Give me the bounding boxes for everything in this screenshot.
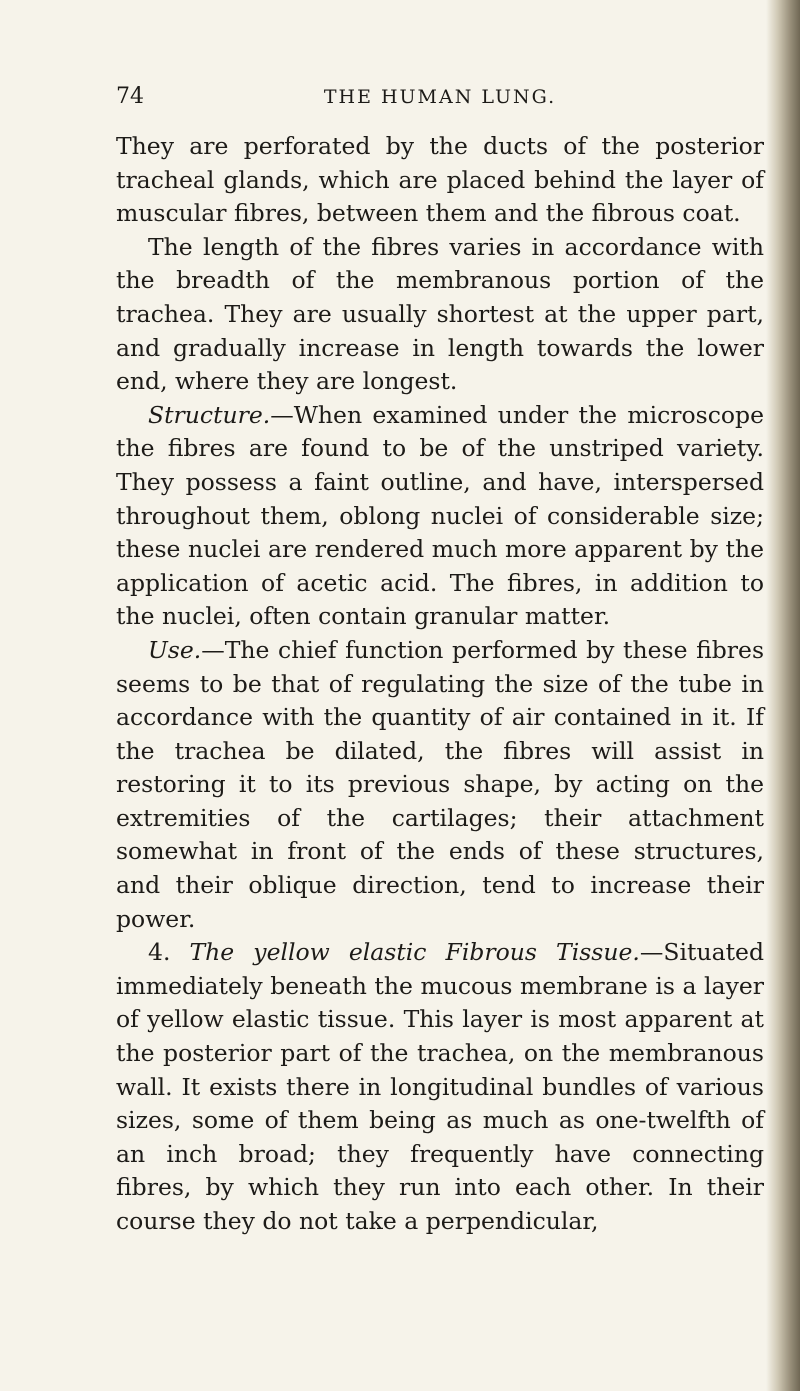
structure-heading: Structure.	[148, 400, 271, 429]
elastic-tissue-heading: The yellow elastic Fibrous Tissue.	[189, 938, 640, 967]
page-number: 74	[116, 84, 144, 109]
paragraph-structure	[116, 399, 764, 634]
paragraph-fibre-length: The length of the fibres varies in accordance with the breadth of the membranous portion of the trachea. They are usually shortest at the upper part, and gradually increase in length towards the lower end, where they are longest.	[116, 232, 764, 396]
section-number: 4.	[148, 938, 171, 967]
use-text: —The chief function performed by these fibres seems to be that of regulating the size of the tube in accordance with the quantity of air contained in it. If the trachea be dilated, the fibres will assist in restoring it to its previous shape, by acting on the extremities of the cartilages; their attachment somewhat in front of the ends of these structures, and their oblique direction, tend to increase their power.	[116, 635, 764, 933]
paragraph-elastic-tissue	[116, 936, 764, 1238]
page-header	[116, 82, 764, 112]
paragraph-glands: They are perforated by the ducts of the posterior tracheal glands, which are placed behind the layer of muscular fibres, between them and the fibrous coat.	[116, 132, 764, 228]
body-text	[116, 130, 764, 1239]
use-heading: Use.	[148, 635, 202, 664]
page-gutter-shadow	[766, 0, 800, 1391]
elastic-tissue-text: —Situated immediately beneath the mucous membrane is a layer of yellow elastic tissue. This layer is most apparent at the posterior part of the trachea, on the membranous wall. It exists there in longitudinal bundles of various sizes, some of them being as much as one-twelfth of an inch broad; they frequently have connecting fibres, by which they run into each other. In their course they do not take a perpendicular,	[116, 938, 764, 1235]
paragraph-use	[116, 634, 764, 936]
structure-text: —When examined under the microscope the fibres are found to be of the unstriped variety. They possess a faint outline, and have, interspersed throughout them, oblong nuclei of considerable size; these nuclei are rendered much more apparent by the application of acetic acid. The fibres, in addition to the nuclei, often contain granular matter.	[116, 400, 764, 631]
running-head: THE HUMAN LUNG.	[323, 86, 557, 108]
